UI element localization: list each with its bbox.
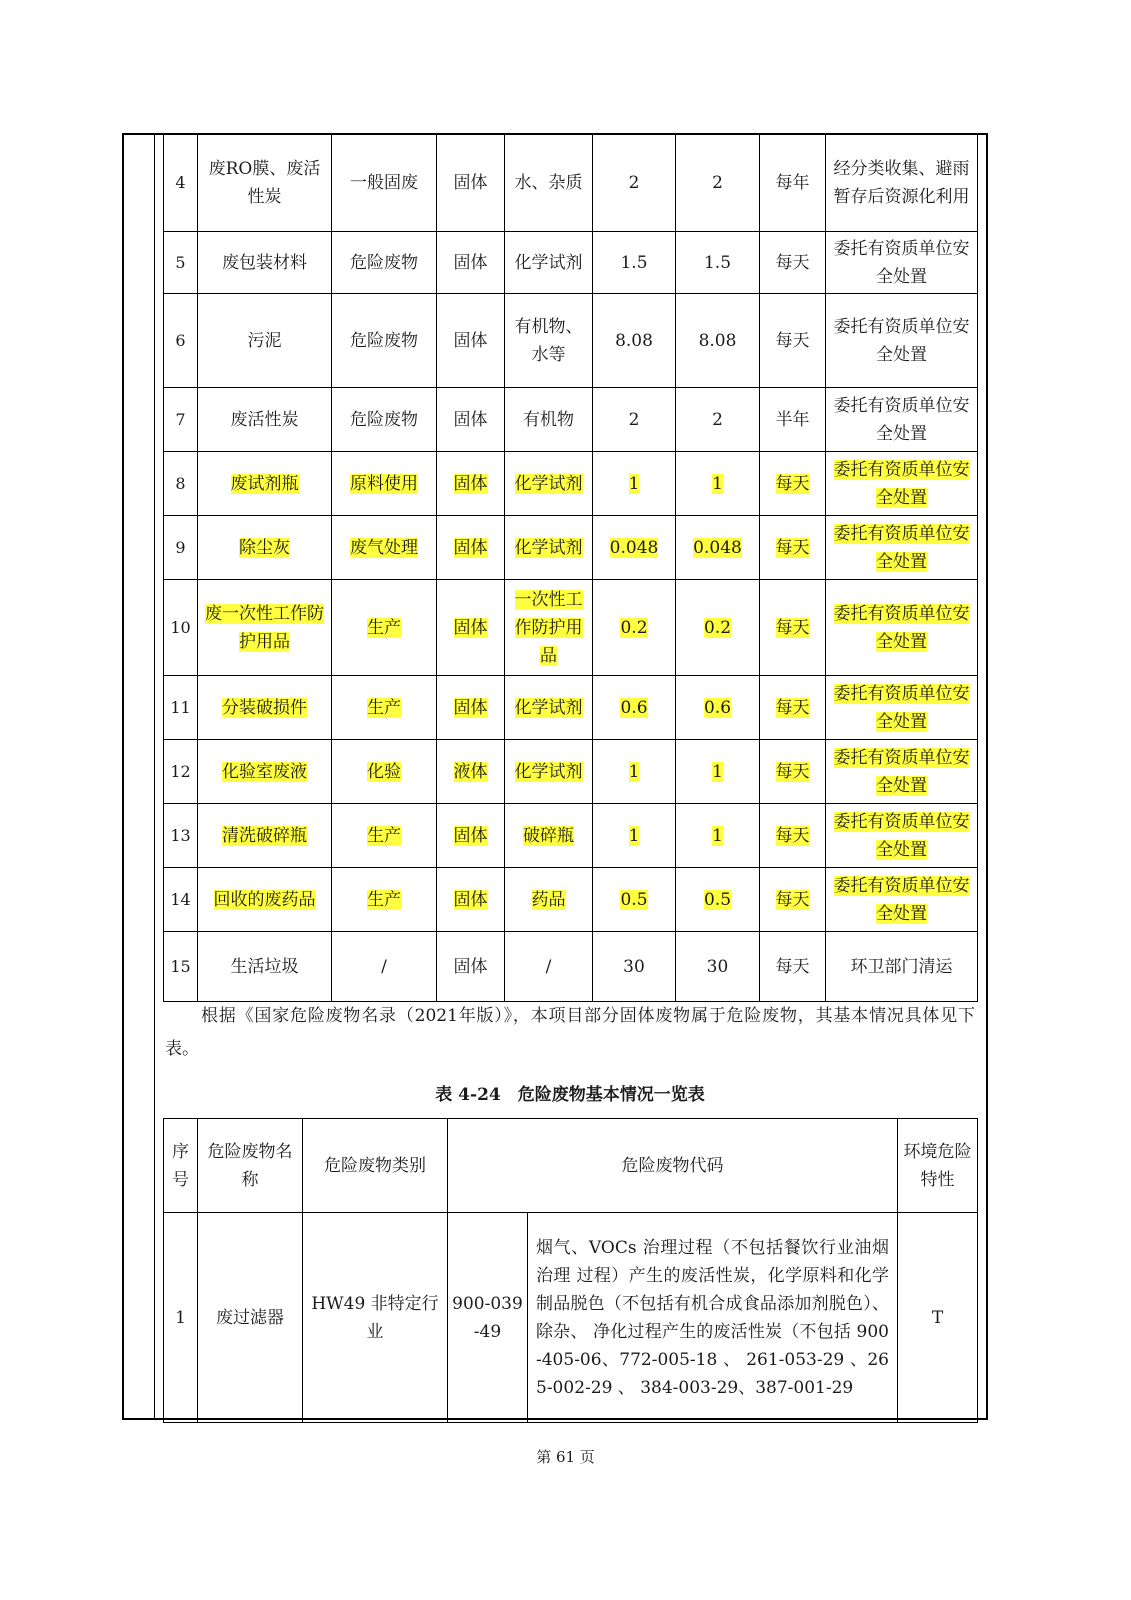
cell-produced: 1.5 — [593, 232, 676, 294]
highlighted-text: 生产 — [367, 617, 401, 638]
highlighted-text: 化学试剂 — [514, 473, 583, 494]
cell-component — [505, 676, 593, 740]
cell-type — [332, 804, 437, 868]
cell-produced: 2 — [593, 134, 676, 232]
header-code: 危险废物代码 — [448, 1119, 898, 1213]
cell-no: 5 — [164, 232, 198, 294]
cell-disposed: 2 — [676, 388, 760, 452]
highlighted-text: 分装破损件 — [222, 697, 307, 718]
cell-type — [332, 516, 437, 580]
cell-type — [332, 740, 437, 804]
cell-component — [505, 868, 593, 932]
table-row — [164, 294, 978, 388]
cell-produced — [593, 804, 676, 868]
cell-no: 11 — [164, 676, 198, 740]
cell-method — [826, 452, 978, 516]
highlighted-text: 1 — [712, 473, 723, 494]
table-row — [164, 232, 978, 294]
cell-method — [826, 676, 978, 740]
cell-name: 废包装材料 — [198, 232, 332, 294]
highlighted-text: 固体 — [453, 889, 488, 910]
solid-waste-table — [163, 133, 978, 1002]
cell-form: 固体 — [437, 932, 505, 1002]
cell-type — [332, 868, 437, 932]
table-row — [164, 388, 978, 452]
highlighted-text: 每天 — [775, 617, 810, 638]
table-row — [164, 452, 978, 516]
highlighted-text: 液体 — [453, 761, 488, 782]
highlighted-text: 每天 — [775, 889, 810, 910]
cell-form — [437, 740, 505, 804]
highlighted-text: 化学试剂 — [514, 761, 583, 782]
highlighted-text: 每天 — [775, 825, 810, 846]
highlighted-text: 1 — [712, 825, 723, 846]
cell-produced: 2 — [593, 388, 676, 452]
highlighted-text: 固体 — [453, 473, 488, 494]
cell-cycle — [760, 740, 826, 804]
highlighted-text: 回收的废药品 — [213, 889, 316, 910]
highlighted-text: 1 — [628, 473, 640, 494]
cell-produced — [593, 676, 676, 740]
cell-cycle — [760, 516, 826, 580]
cell-component: 化学试剂 — [505, 232, 593, 294]
highlighted-text: 化验 — [367, 761, 401, 782]
cell-name — [198, 676, 332, 740]
highlighted-text: 0.5 — [620, 889, 648, 910]
cell-cycle: 半年 — [760, 388, 826, 452]
intro-paragraph: 根据《国家危险废物名录（2021年版）》，本项目部分固体废物属于危险废物，其基本情况具体见下表。 — [165, 1006, 975, 1059]
cell-disposed — [676, 804, 760, 868]
cell-component — [505, 516, 593, 580]
highlighted-text: 生产 — [367, 825, 401, 846]
cell-form — [437, 452, 505, 516]
cell-method — [826, 516, 978, 580]
cell-cycle: 每天 — [760, 932, 826, 1002]
cell-no: 9 — [164, 516, 198, 580]
row-name: 废过滤器 — [198, 1213, 303, 1423]
cell-component — [505, 452, 593, 516]
highlighted-text: 废一次性工作防护用品 — [205, 603, 324, 652]
highlighted-text: 0.048 — [609, 537, 659, 558]
cell-form: 固体 — [437, 134, 505, 232]
highlighted-text: 生产 — [367, 697, 401, 718]
highlighted-text: 0.048 — [693, 537, 742, 558]
cell-type — [332, 676, 437, 740]
table-row — [164, 868, 978, 932]
cell-component: 水、杂质 — [505, 134, 593, 232]
cell-type: 危险废物 — [332, 232, 437, 294]
highlighted-text: 0.5 — [703, 889, 732, 910]
cell-method: 委托有资质单位安全处置 — [826, 388, 978, 452]
cell-disposed: 8.08 — [676, 294, 760, 388]
cell-produced — [593, 580, 676, 676]
cell-produced — [593, 452, 676, 516]
cell-produced: 8.08 — [593, 294, 676, 388]
cell-cycle: 每天 — [760, 294, 826, 388]
cell-cycle — [760, 580, 826, 676]
cell-no: 15 — [164, 932, 198, 1002]
highlighted-text: 固体 — [453, 617, 488, 638]
highlighted-text: 每天 — [775, 537, 810, 558]
cell-component — [505, 804, 593, 868]
highlighted-text: 原料使用 — [350, 473, 418, 494]
table-row — [164, 516, 978, 580]
highlighted-text: 1 — [712, 761, 723, 782]
highlighted-text: 0.2 — [703, 617, 732, 638]
highlighted-text: 生产 — [367, 889, 401, 910]
cell-cycle: 每天 — [760, 232, 826, 294]
cell-name — [198, 804, 332, 868]
cell-component — [505, 740, 593, 804]
highlighted-text: 一次性工作防护用品 — [514, 589, 583, 666]
cell-name: 废RO膜、废活性炭 — [198, 134, 332, 232]
cell-method — [826, 740, 978, 804]
cell-no: 10 — [164, 580, 198, 676]
cell-no: 6 — [164, 294, 198, 388]
highlighted-text: 固体 — [453, 537, 488, 558]
cell-form: 固体 — [437, 388, 505, 452]
highlighted-text: 化学试剂 — [514, 537, 583, 558]
row-category: HW49 非特定行业 — [303, 1213, 448, 1423]
cell-method: 经分类收集、避雨暂存后资源化利用 — [826, 134, 978, 232]
cell-name — [198, 516, 332, 580]
highlighted-text: 化学试剂 — [514, 697, 583, 718]
cell-no: 4 — [164, 134, 198, 232]
cell-no: 13 — [164, 804, 198, 868]
cell-component: 有机物 — [505, 388, 593, 452]
row-no: 1 — [164, 1213, 198, 1423]
frame-margin-line — [154, 133, 155, 1420]
cell-form — [437, 804, 505, 868]
table-header-row — [164, 1119, 978, 1213]
cell-cycle — [760, 452, 826, 516]
highlighted-text: 破碎瓶 — [523, 825, 574, 846]
table-row — [164, 932, 978, 1002]
cell-component: 有机物、水等 — [505, 294, 593, 388]
cell-disposed: 2 — [676, 134, 760, 232]
cell-no: 7 — [164, 388, 198, 452]
highlighted-text: 委托有资质单位安全处置 — [833, 683, 970, 732]
cell-produced: 30 — [593, 932, 676, 1002]
cell-form — [437, 676, 505, 740]
cell-disposed — [676, 868, 760, 932]
cell-type: / — [332, 932, 437, 1002]
highlighted-text: 除尘灰 — [239, 537, 290, 558]
cell-type — [332, 580, 437, 676]
highlighted-text: 委托有资质单位安全处置 — [833, 459, 970, 508]
row-description: 烟气、VOCs 治理过程（不包括餐饮行业油烟治理 过程）产生的废活性炭，化学原料和化学制品脱色（不包括有机合成食品添加剂脱色）、除杂、 净化过程产生的废活性炭（不包括 900-405-06、772-005-18 、 261-053-29 、265-002-29 、 384-003-29、387-001-29 — [528, 1213, 898, 1423]
highlighted-text: 清洗破碎瓶 — [222, 825, 307, 846]
cell-cycle — [760, 676, 826, 740]
cell-type — [332, 452, 437, 516]
cell-form: 固体 — [437, 294, 505, 388]
cell-disposed — [676, 676, 760, 740]
highlighted-text: 委托有资质单位安全处置 — [833, 603, 970, 652]
cell-name — [198, 580, 332, 676]
highlighted-text: 1 — [628, 761, 640, 782]
table-caption: 表 4-24 危险废物基本情况一览表 — [435, 1085, 705, 1105]
cell-disposed — [676, 580, 760, 676]
highlighted-text: 化验室废液 — [222, 761, 307, 782]
cell-method: 委托有资质单位安全处置 — [826, 294, 978, 388]
cell-component: / — [505, 932, 593, 1002]
header-category: 危险废物类别 — [303, 1119, 448, 1213]
cell-name — [198, 740, 332, 804]
highlighted-text: 0.6 — [620, 697, 648, 718]
highlighted-text: 委托有资质单位安全处置 — [833, 747, 970, 796]
cell-produced — [593, 868, 676, 932]
cell-disposed — [676, 452, 760, 516]
cell-method — [826, 868, 978, 932]
highlighted-text: 废试剂瓶 — [230, 473, 299, 494]
cell-form — [437, 868, 505, 932]
cell-disposed: 30 — [676, 932, 760, 1002]
page-number: 第 61 页 — [536, 1448, 595, 1466]
table-row — [164, 740, 978, 804]
highlighted-text: 固体 — [453, 697, 488, 718]
cell-no: 8 — [164, 452, 198, 516]
highlighted-text: 1 — [628, 825, 640, 846]
table-row — [164, 676, 978, 740]
cell-method — [826, 580, 978, 676]
cell-disposed — [676, 516, 760, 580]
cell-type: 危险废物 — [332, 294, 437, 388]
cell-no: 12 — [164, 740, 198, 804]
cell-type: 一般固废 — [332, 134, 437, 232]
cell-name — [198, 868, 332, 932]
table-row — [164, 580, 978, 676]
table-row — [164, 1213, 978, 1423]
cell-name: 废活性炭 — [198, 388, 332, 452]
row-code: 900-039-49 — [448, 1213, 528, 1423]
table-row — [164, 134, 978, 232]
cell-form — [437, 580, 505, 676]
header-name: 危险废物名称 — [198, 1119, 303, 1213]
cell-cycle — [760, 804, 826, 868]
cell-no: 14 — [164, 868, 198, 932]
cell-type: 危险废物 — [332, 388, 437, 452]
cell-form: 固体 — [437, 232, 505, 294]
highlighted-text: 药品 — [531, 889, 566, 910]
highlighted-text: 废气处理 — [350, 537, 418, 558]
highlighted-text: 0.6 — [703, 697, 732, 718]
table-row — [164, 804, 978, 868]
hazardous-waste-table — [163, 1118, 978, 1423]
header-property: 环境危险特性 — [898, 1119, 978, 1213]
highlighted-text: 0.2 — [620, 617, 648, 638]
highlighted-text: 每天 — [775, 697, 810, 718]
cell-cycle: 每年 — [760, 134, 826, 232]
cell-method — [826, 804, 978, 868]
cell-form — [437, 516, 505, 580]
cell-name: 生活垃圾 — [198, 932, 332, 1002]
cell-disposed: 1.5 — [676, 232, 760, 294]
header-no: 序号 — [164, 1119, 198, 1213]
cell-component — [505, 580, 593, 676]
cell-cycle — [760, 868, 826, 932]
cell-disposed — [676, 740, 760, 804]
highlighted-text: 委托有资质单位安全处置 — [833, 811, 970, 860]
cell-method: 委托有资质单位安全处置 — [826, 232, 978, 294]
row-property: T — [898, 1213, 978, 1423]
cell-produced — [593, 516, 676, 580]
highlighted-text: 每天 — [775, 761, 810, 782]
highlighted-text: 委托有资质单位安全处置 — [833, 875, 970, 924]
highlighted-text: 委托有资质单位安全处置 — [833, 523, 970, 572]
cell-produced — [593, 740, 676, 804]
cell-method: 环卫部门清运 — [826, 932, 978, 1002]
highlighted-text: 每天 — [775, 473, 810, 494]
cell-name — [198, 452, 332, 516]
highlighted-text: 固体 — [453, 825, 488, 846]
cell-name: 污泥 — [198, 294, 332, 388]
